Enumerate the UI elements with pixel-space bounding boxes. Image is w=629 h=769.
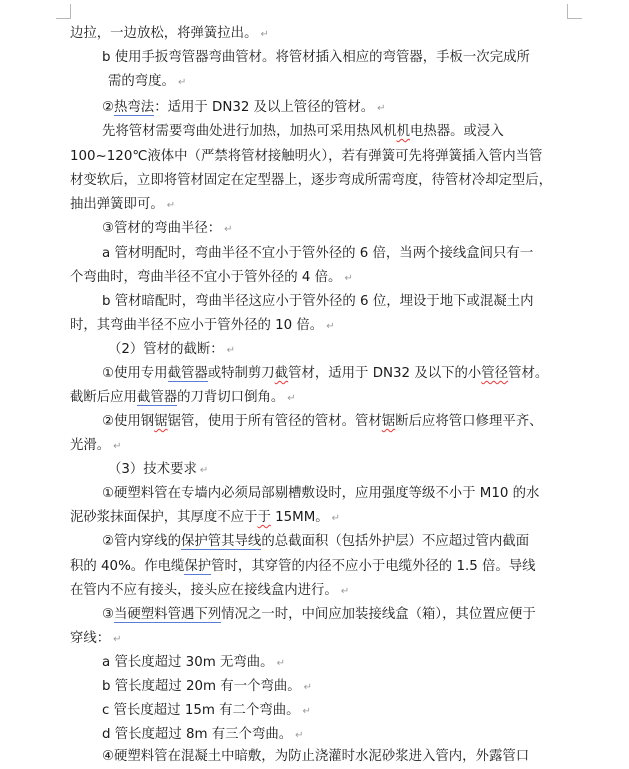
paragraph-mark-icon: ↵: [166, 200, 176, 211]
paragraph-mark-icon: ↵: [302, 706, 311, 717]
paragraph-mark-icon: ↵: [224, 224, 233, 235]
text-line: 时，其弯曲半径不应小于管外径的 10 倍。 ↵: [70, 318, 335, 333]
grammar-underline: 保护: [184, 559, 212, 574]
spelling-underline: 锯: [381, 414, 396, 429]
text-line: ①硬塑料管在专墙内必须局部剔槽敷设时，应用强度等级不小于 M10 的水: [102, 486, 540, 501]
paragraph-mark-icon: ↵: [295, 730, 304, 741]
list-item: a 管长度超过 30m 无弯曲。 ↵: [102, 655, 285, 670]
text-line: 需的弯度。 ↵: [108, 74, 187, 89]
text-line: ①使用专用截管器或特制剪刀截管材，适用于 DN32 及以下的小管径管材。: [102, 366, 549, 381]
text-line: ③管材的弯曲半径： ↵: [102, 221, 233, 236]
text-line: ④硬塑料管在混凝土中暗敷，为防止浇灌时水泥砂浆进入管内，外露管口: [102, 749, 530, 764]
text-line: 光滑。 ↵: [70, 438, 122, 453]
paragraph-mark-icon: ↵: [287, 393, 296, 404]
text-line: a 管材明配时，弯曲半径不宜小于管外径的 6 倍，当两个接线盒间只有一: [102, 246, 534, 261]
page-corner-mark-left: [56, 4, 71, 19]
text-line: 截断后应用截管器的刀背切口倒角。 ↵: [70, 390, 296, 405]
text-line: b 使用手扳弯管器弯曲管材。将管材插入相应的弯管器，手板一次完成所: [102, 50, 530, 65]
section-heading: （3）技术要求 ↵: [108, 462, 209, 477]
spelling-underline: 机: [396, 124, 410, 139]
grammar-underline: 保护管其导线: [180, 534, 262, 549]
text-line: b 管材暗配时，弯曲半径这应小于管外径的 6 位，埋设于地下或混凝土内: [102, 294, 534, 309]
paragraph-mark-icon: ↵: [199, 465, 209, 476]
text-line: 个弯曲时，弯曲半径不宜小于管外径的 4 倍。 ↵: [70, 270, 353, 285]
text-line: 积的 40%。作电缆保护管时，其穿管的内径不应小于电缆外径的 1.5 倍。导线: [70, 559, 536, 574]
text-line: ②热弯法：适用于 DN32 及以上管径的管材。 ↵: [102, 100, 386, 115]
text-line: 泥砂浆抹面保护，其厚度不应于于 15MM。 ↵: [70, 510, 341, 525]
text-line: 先将管材需要弯曲处进行加热，加热可采用热风机机电热器。或浸入: [102, 124, 504, 139]
paragraph-mark-icon: ↵: [177, 77, 187, 88]
paragraph-mark-icon: ↵: [326, 321, 335, 332]
text-line: 在管内不应有接头，接头应在接线盒内进行。 ↵: [70, 583, 350, 598]
spelling-underline: 于: [257, 510, 271, 525]
paragraph-mark-icon: ↵: [344, 273, 353, 284]
paragraph-mark-icon: ↵: [340, 586, 350, 597]
paragraph-mark-icon: ↵: [331, 513, 341, 524]
grammar-underline: 热弯法: [114, 100, 155, 115]
text-line: 材变软后，立即将管材固定在定型器上，逐步弯成所需弯度，待管材冷却定型后，: [70, 173, 553, 188]
list-item: b 管长度超过 20m 有一个弯曲。 ↵: [102, 679, 313, 694]
text-line: 100~120℃液体中（严禁将管材接触明火），若有弹簧可先将弹簧插入管内当管: [70, 149, 543, 164]
spelling-underline: 管径: [481, 366, 509, 381]
text-line: ②管内穿线的保护管其导线的总截面积（包括外护层）不应超过管内截面: [102, 534, 530, 549]
paragraph-mark-icon: ↵: [303, 682, 313, 693]
page-corner-mark-right: [567, 4, 582, 19]
paragraph-mark-icon: ↵: [377, 103, 386, 114]
grammar-underline: 截管器: [136, 390, 178, 405]
paragraph-mark-icon: ↵: [113, 634, 122, 645]
grammar-underline: 截管器: [167, 366, 208, 381]
text-line: 抽出弹簧即可。 ↵: [70, 197, 176, 212]
list-item: d 管长度超过 8m 有三个弯曲。 ↵: [102, 727, 304, 742]
text-line: ②使用钢锯锯管，使用于所有管径的管材。管材锯断后应将管口修理平齐、: [102, 414, 543, 429]
text-line: ③当硬塑料管遇下列情况之一时，中间应加装接线盒（箱），其位置应便于: [102, 607, 536, 622]
paragraph-mark-icon: ↵: [276, 658, 285, 669]
text-line: 穿线： ↵: [70, 631, 122, 646]
list-item: c 管长度超过 15m 有二个弯曲。 ↵: [102, 703, 311, 718]
grammar-underline: 当硬塑料管遇下列: [114, 607, 222, 622]
paragraph-mark-icon: ↵: [113, 441, 122, 452]
section-heading: （2）管材的截断： ↵: [108, 342, 236, 357]
text-line: 边拉，一边放松，将弹簧拉出。 ↵: [70, 26, 269, 41]
spelling-underline: 锯: [154, 414, 168, 429]
spelling-underline: 截: [274, 366, 289, 381]
paragraph-mark-icon: ↵: [226, 345, 236, 356]
paragraph-mark-icon: ↵: [260, 29, 269, 40]
